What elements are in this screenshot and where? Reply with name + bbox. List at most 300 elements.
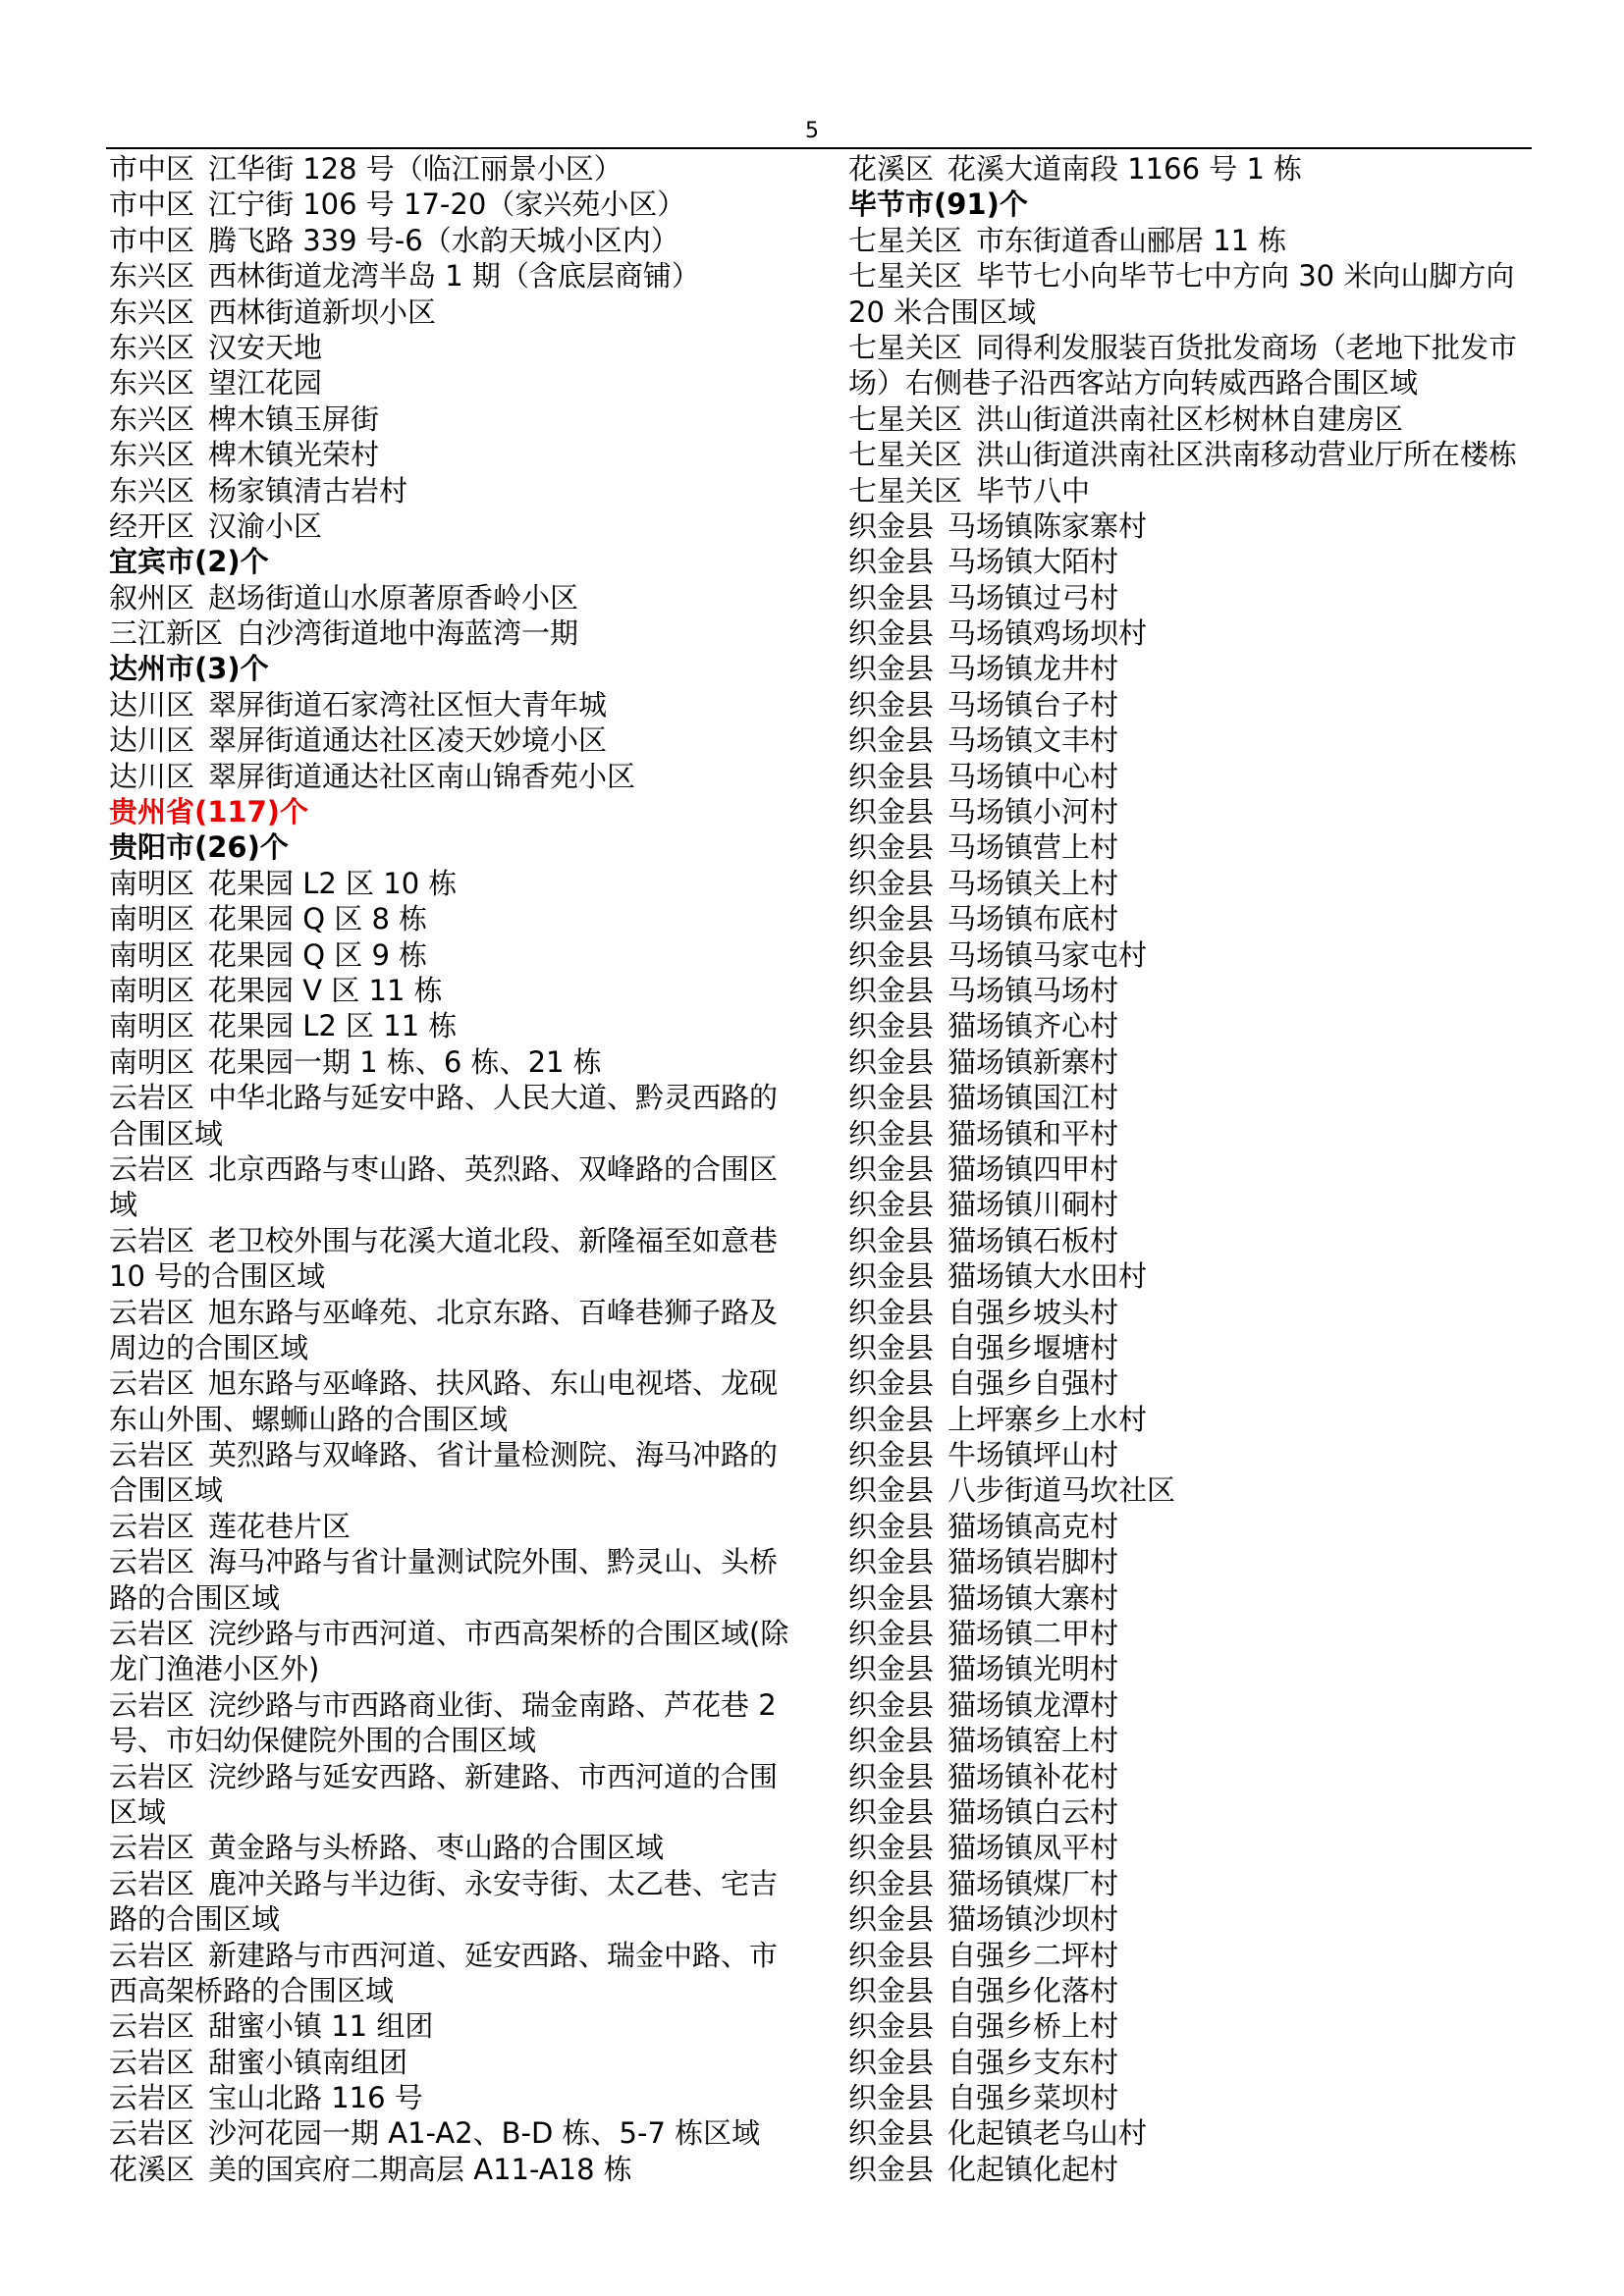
list-item (848, 1830, 1536, 1865)
list-item (848, 1616, 1536, 1651)
district-name: 南明区 (109, 973, 195, 1007)
list-item (848, 1472, 1536, 1508)
list-item (848, 508, 1536, 544)
location-text: 马场镇陈家寨村 (947, 508, 1148, 543)
list-item (109, 2080, 796, 2115)
district-name: 南明区 (109, 1044, 195, 1079)
district-name: 云岩区 (109, 1438, 195, 1472)
location-text: 猫场镇四甲村 (947, 1151, 1119, 1186)
location-text: 20 米合围区域 (848, 294, 1037, 329)
list-item (848, 866, 1536, 901)
list-item (109, 1151, 796, 1187)
location-text: 北京西路与枣山路、英烈路、双峰路的合围区 (208, 1151, 779, 1186)
list-item (848, 1759, 1536, 1794)
district-name: 织金县 (848, 1831, 935, 1865)
district-name: 达川区 (109, 687, 195, 721)
district-name: 云岩区 (109, 1295, 195, 1329)
location-text: 马场镇中心村 (947, 759, 1119, 793)
location-text: 自强乡化落村 (947, 1973, 1119, 2007)
location-text: 翠屏街道通达社区南山锦香苑小区 (208, 759, 636, 793)
district-name: 云岩区 (109, 1831, 195, 1865)
district-name: 织金县 (848, 1044, 935, 1079)
list-item (848, 973, 1536, 1008)
list-item (848, 2080, 1536, 2115)
location-text: 场）右侧巷子沿西客站方向转威西路合围区域 (848, 366, 1419, 400)
list-item (109, 901, 796, 936)
location-text: 化起镇老乌山村 (947, 2116, 1148, 2151)
district-name: 织金县 (848, 1009, 935, 1043)
location-text: 路的合围区域 (109, 1580, 281, 1615)
list-item (848, 1151, 1536, 1187)
district-name: 织金县 (848, 1652, 935, 1686)
list-item (109, 508, 796, 544)
location-text: 域 (109, 1188, 138, 1222)
list-item (109, 1544, 796, 1579)
location-text: 翠屏街道石家湾社区恒大青年城 (208, 687, 608, 721)
district-name: 经开区 (109, 508, 195, 543)
district-name: 七星关区 (848, 401, 963, 436)
district-name: 花溪区 (109, 2152, 195, 2186)
location-text: 甜蜜小镇 11 组团 (208, 2009, 434, 2044)
district-name: 市中区 (109, 152, 195, 186)
city-heading: 宜宾市(2)个 (109, 545, 269, 579)
list-item (848, 1402, 1536, 1437)
district-name: 云岩区 (109, 1687, 195, 1722)
list-item (848, 1116, 1536, 1151)
location-text: 马场镇关上村 (947, 866, 1119, 900)
location-text: 龙门渔港小区外) (109, 1652, 320, 1686)
location-text: 花果园一期 1 栋、6 栋、21 栋 (208, 1044, 602, 1079)
district-name: 云岩区 (109, 2009, 195, 2044)
district-name: 织金县 (848, 580, 935, 614)
list-item (848, 2152, 1536, 2187)
list-item (109, 2008, 796, 2044)
list-item (848, 1044, 1536, 1080)
location-text: 莲花巷片区 (208, 1509, 352, 1543)
district-name: 织金县 (848, 2045, 935, 2079)
list-item (109, 1365, 796, 1401)
location-text: 马场镇文丰村 (947, 723, 1119, 758)
list-item-continuation (848, 294, 1536, 330)
list-item (109, 1044, 796, 1080)
list-item-continuation (109, 1580, 796, 1616)
list-item (109, 2152, 796, 2187)
district-name: 织金县 (848, 2009, 935, 2044)
location-text: 老卫校外围与花溪大道北段、新隆福至如意巷 (208, 1223, 779, 1257)
district-name: 织金县 (848, 1081, 935, 1115)
list-item-continuation (109, 1402, 796, 1437)
location-text: 马场镇龙井村 (947, 652, 1119, 686)
list-item-continuation (109, 1472, 796, 1508)
list-item (109, 1008, 796, 1043)
list-item (848, 1938, 1536, 1973)
location-text: 猫场镇齐心村 (947, 1009, 1119, 1043)
city-heading: 贵阳市(26)个 (109, 830, 289, 865)
location-text: 马场镇过弓村 (947, 580, 1119, 614)
location-text: 花果园 Q 区 9 栋 (208, 937, 428, 972)
location-text: 马场镇营上村 (947, 830, 1119, 865)
location-text: 白沙湾街道地中海蓝湾一期 (237, 616, 579, 651)
list-item (848, 651, 1536, 686)
list-item (848, 223, 1536, 258)
list-item (109, 759, 796, 794)
list-item-continuation (848, 365, 1536, 400)
district-name: 东兴区 (109, 438, 195, 472)
right-column (848, 151, 1536, 2187)
list-item (109, 580, 796, 615)
location-text: 自强乡菜坝村 (947, 2081, 1119, 2115)
location-text: 猫场镇大寨村 (947, 1580, 1119, 1615)
list-item (848, 1295, 1536, 1330)
list-item (848, 1258, 1536, 1294)
district-name: 织金县 (848, 866, 935, 900)
district-name: 织金县 (848, 1866, 935, 1900)
list-item (848, 1544, 1536, 1579)
list-item (109, 1080, 796, 1115)
list-item (109, 330, 796, 365)
location-text: 宝山北路 116 号 (208, 2081, 423, 2115)
location-text: 猫场镇补花村 (947, 1759, 1119, 1793)
location-text: 猫场镇新寨村 (947, 1044, 1119, 1079)
district-name: 织金县 (848, 1151, 935, 1186)
list-item (848, 1866, 1536, 1901)
district-name: 市中区 (109, 187, 195, 222)
district-name: 云岩区 (109, 1366, 195, 1401)
district-name: 织金县 (848, 1330, 935, 1364)
list-item (848, 1509, 1536, 1544)
district-name: 云岩区 (109, 1151, 195, 1186)
district-name: 南明区 (109, 1009, 195, 1043)
location-text: 黄金路与头桥路、枣山路的合围区域 (208, 1831, 665, 1865)
list-item (109, 1295, 796, 1330)
district-name: 达川区 (109, 723, 195, 758)
list-item (109, 937, 796, 973)
district-name: 织金县 (848, 1438, 935, 1472)
list-item (848, 1437, 1536, 1472)
header-divider (106, 147, 1532, 149)
list-item-continuation (109, 1330, 796, 1365)
location-text: 牛场镇坪山村 (947, 1438, 1119, 1472)
location-text: 号、市妇幼保健院外围的合围区域 (109, 1724, 537, 1758)
district-name: 织金县 (848, 1580, 935, 1615)
district-name: 织金县 (848, 1259, 935, 1294)
location-text: 英烈路与双峰路、省计量检测院、海马冲路的 (208, 1438, 779, 1472)
province-heading: 贵州省(117)个 (109, 795, 309, 829)
city-heading: 达州市(3)个 (109, 652, 269, 686)
location-text: 旭东路与巫峰路、扶风路、东山电视塔、龙砚 (208, 1366, 779, 1401)
district-name: 织金县 (848, 1223, 935, 1257)
list-item-continuation (109, 1187, 796, 1222)
list-item (109, 1759, 796, 1794)
district-name: 织金县 (848, 759, 935, 793)
list-item (109, 2115, 796, 2151)
district-name: 云岩区 (109, 2081, 195, 2115)
district-name: 三江新区 (109, 616, 224, 651)
list-item (109, 151, 796, 187)
district-name: 云岩区 (109, 2116, 195, 2151)
list-item (848, 1330, 1536, 1365)
location-text: 马场镇鸡场坝村 (947, 616, 1148, 651)
location-text: 马场镇小河村 (947, 795, 1119, 829)
district-name: 织金县 (848, 2081, 935, 2115)
list-item (109, 615, 796, 651)
location-text: 毕节七小向毕节七中方向 30 米向山脚方向 (976, 259, 1515, 294)
list-item-continuation (109, 1723, 796, 1758)
district-name: 织金县 (848, 2152, 935, 2186)
list-item (109, 1866, 796, 1901)
location-text: 东山外围、螺蛳山路的合围区域 (109, 1402, 509, 1436)
district-name: 织金县 (848, 1794, 935, 1829)
district-name: 织金县 (848, 508, 935, 543)
list-item (848, 2008, 1536, 2044)
district-name: 织金县 (848, 687, 935, 721)
district-name: 织金县 (848, 1188, 935, 1222)
district-name: 东兴区 (109, 401, 195, 436)
district-name: 七星关区 (848, 223, 963, 257)
location-text: 马场镇大陌村 (947, 545, 1119, 579)
location-text: 沙河花园一期 A1-A2、B-D 栋、5-7 栋区域 (208, 2116, 761, 2151)
location-text: 马场镇台子村 (947, 687, 1119, 721)
city-heading: 毕节市(91)个 (848, 187, 1028, 222)
district-name: 织金县 (848, 545, 935, 579)
district-name: 南明区 (109, 902, 195, 936)
district-name: 东兴区 (109, 259, 195, 294)
list-item-continuation (109, 1116, 796, 1151)
list-item (848, 1008, 1536, 1043)
list-item-continuation (109, 1651, 796, 1686)
list-item (848, 615, 1536, 651)
location-text: 杨家镇清古岩村 (208, 473, 408, 507)
list-item (848, 901, 1536, 936)
location-text: 市东街道香山郦居 11 栋 (976, 223, 1287, 257)
list-item (109, 1223, 796, 1258)
location-text: 猫场镇龙潭村 (947, 1687, 1119, 1722)
location-text: 翠屏街道通达社区凌天妙境小区 (208, 723, 608, 758)
location-text: 自强乡堰塘村 (947, 1330, 1119, 1364)
location-text: 合围区域 (109, 1473, 224, 1508)
district-name: 南明区 (109, 937, 195, 972)
district-name: 织金县 (848, 1973, 935, 2007)
district-name: 织金县 (848, 795, 935, 829)
district-name: 织金县 (848, 616, 935, 651)
location-text: 花果园 V 区 11 栋 (208, 973, 443, 1007)
list-item (109, 401, 796, 437)
list-item (848, 937, 1536, 973)
list-item (109, 1938, 796, 1973)
district-name: 云岩区 (109, 1545, 195, 1579)
location-text: 猫场镇和平村 (947, 1116, 1119, 1150)
location-text: 椑木镇玉屏街 (208, 401, 380, 436)
list-item (848, 1365, 1536, 1401)
list-item (848, 794, 1536, 829)
page-number: 5 (805, 119, 819, 143)
location-text: 猫场镇川硐村 (947, 1188, 1119, 1222)
list-item (848, 1794, 1536, 1830)
location-text: 同得利发服装百货批发商场（老地下批发市 (976, 330, 1518, 364)
location-text: 自强乡坡头村 (947, 1295, 1119, 1329)
district-name: 云岩区 (109, 1617, 195, 1651)
district-name: 织金县 (848, 1116, 935, 1150)
list-item (848, 2115, 1536, 2151)
location-text: 周边的合围区域 (109, 1330, 309, 1364)
location-text: 中华北路与延安中路、人民大道、黔灵西路的 (208, 1081, 779, 1115)
list-item (848, 1687, 1536, 1723)
district-name: 云岩区 (109, 1938, 195, 1972)
location-text: 浣纱路与市西河道、市西高架桥的合围区域(除 (208, 1617, 789, 1651)
location-text: 鹿冲关路与半边街、永安寺街、太乙巷、宅吉 (208, 1866, 779, 1900)
list-item (848, 258, 1536, 294)
location-text: 洪山街道洪南社区洪南移动营业厅所在楼栋 (976, 438, 1518, 472)
district-name: 织金县 (848, 723, 935, 758)
district-name: 云岩区 (109, 1759, 195, 1793)
location-text: 猫场镇二甲村 (947, 1617, 1119, 1651)
location-text: 上坪寨乡上水村 (947, 1402, 1148, 1436)
location-text: 旭东路与巫峰苑、北京东路、百峰巷狮子路及 (208, 1295, 779, 1329)
location-text: 望江花园 (208, 366, 323, 400)
list-item (848, 2045, 1536, 2080)
district-name: 织金县 (848, 1402, 935, 1436)
district-name: 织金县 (848, 1473, 935, 1508)
district-name: 东兴区 (109, 473, 195, 507)
list-item (848, 437, 1536, 472)
location-text: 椑木镇光荣村 (208, 438, 380, 472)
location-text: 新建路与市西河道、延安西路、瑞金中路、市 (208, 1938, 779, 1972)
location-text: 江华街 128 号（临江丽景小区） (208, 152, 623, 186)
location-text: 猫场镇光明村 (947, 1652, 1119, 1686)
district-name: 织金县 (848, 2116, 935, 2151)
district-name: 织金县 (848, 937, 935, 972)
list-item (109, 1687, 796, 1723)
location-text: 自强乡桥上村 (947, 2009, 1119, 2044)
location-text: 八步街道马坎社区 (947, 1473, 1176, 1508)
location-text: 洪山街道洪南社区杉树林自建房区 (976, 401, 1404, 436)
district-name: 织金县 (848, 830, 935, 865)
location-text: 猫场镇石板村 (947, 1223, 1119, 1257)
list-item (109, 437, 796, 472)
location-text: 马场镇布底村 (947, 902, 1119, 936)
district-name: 织金县 (848, 1724, 935, 1758)
district-name: 织金县 (848, 902, 935, 936)
list-item (848, 1080, 1536, 1115)
list-item (848, 330, 1536, 365)
district-name: 织金县 (848, 1295, 935, 1329)
district-name: 叙州区 (109, 580, 195, 614)
list-item (848, 1223, 1536, 1258)
list-item (848, 544, 1536, 579)
location-text: 合围区域 (109, 1116, 224, 1150)
list-item (109, 973, 796, 1008)
location-text: 西高架桥路的合围区域 (109, 1973, 395, 2007)
location-text: 自强乡二坪村 (947, 1938, 1119, 1972)
location-text: 腾飞路 339 号-6（水韵天城小区内） (208, 223, 679, 257)
list-item (848, 580, 1536, 615)
location-text: 浣纱路与延安西路、新建路、市西河道的合围 (208, 1759, 779, 1793)
list-item (109, 223, 796, 258)
list-item (109, 1616, 796, 1651)
location-text: 花溪大道南段 1166 号 1 栋 (947, 152, 1303, 186)
list-item (848, 759, 1536, 794)
list-item (109, 1437, 796, 1472)
location-text: 花果园 Q 区 8 栋 (208, 902, 428, 936)
location-text: 猫场镇窑上村 (947, 1724, 1119, 1758)
list-item (848, 1973, 1536, 2008)
location-text: 猫场镇高克村 (947, 1509, 1119, 1543)
list-item (848, 1187, 1536, 1222)
location-text: 赵场街道山水原著原香岭小区 (208, 580, 579, 614)
location-text: 猫场镇岩脚村 (947, 1545, 1119, 1579)
district-name: 织金县 (848, 973, 935, 1007)
list-item (109, 294, 796, 330)
district-name: 云岩区 (109, 1081, 195, 1115)
district-name: 七星关区 (848, 473, 963, 507)
left-column (109, 151, 796, 2187)
list-item (848, 1901, 1536, 1937)
location-text: 猫场镇煤厂村 (947, 1866, 1119, 1900)
location-text: 猫场镇国江村 (947, 1081, 1119, 1115)
list-item (848, 473, 1536, 508)
district-name: 东兴区 (109, 294, 195, 329)
district-name: 云岩区 (109, 2045, 195, 2079)
list-item-continuation (109, 1973, 796, 2008)
location-text: 西林街道龙湾半岛 1 期（含底层商铺） (208, 259, 700, 294)
district-name: 织金县 (848, 1759, 935, 1793)
list-item (848, 1580, 1536, 1616)
district-name: 织金县 (848, 1902, 935, 1937)
location-text: 毕节八中 (976, 473, 1091, 507)
location-text: 江宁街 106 号 17-20（家兴苑小区） (208, 187, 686, 222)
list-item (109, 687, 796, 722)
district-name: 织金县 (848, 1687, 935, 1722)
location-text: 海马冲路与省计量测试院外围、黔灵山、头桥 (208, 1545, 779, 1579)
location-text: 猫场镇凤平村 (947, 1831, 1119, 1865)
district-name: 织金县 (848, 1545, 935, 1579)
district-name: 织金县 (848, 1509, 935, 1543)
list-item (109, 722, 796, 758)
list-item-continuation (109, 1258, 796, 1294)
district-name: 七星关区 (848, 330, 963, 364)
list-item (848, 687, 1536, 722)
location-text: 西林街道新坝小区 (208, 294, 437, 329)
district-name: 织金县 (848, 1617, 935, 1651)
location-text: 自强乡支东村 (947, 2045, 1119, 2079)
location-text: 化起镇化起村 (947, 2152, 1119, 2186)
list-item-continuation (109, 1794, 796, 1830)
district-name: 织金县 (848, 1366, 935, 1401)
location-text: 10 号的合围区域 (109, 1259, 326, 1294)
list-item (848, 401, 1536, 437)
district-name: 云岩区 (109, 1866, 195, 1900)
list-item-continuation (109, 1901, 796, 1937)
location-text: 甜蜜小镇南组团 (208, 2045, 408, 2079)
location-text: 汉渝小区 (208, 508, 323, 543)
location-text: 猫场镇白云村 (947, 1794, 1119, 1829)
district-name: 东兴区 (109, 366, 195, 400)
location-text: 区域 (109, 1794, 167, 1829)
list-item (109, 187, 796, 222)
location-text: 花果园 L2 区 11 栋 (208, 1009, 458, 1043)
list-item (848, 829, 1536, 865)
location-text: 猫场镇沙坝村 (947, 1902, 1119, 1937)
district-name: 七星关区 (848, 259, 963, 294)
location-text: 花果园 L2 区 10 栋 (208, 866, 458, 900)
list-item (109, 866, 796, 901)
list-item (109, 473, 796, 508)
location-text: 浣纱路与市西路商业街、瑞金南路、芦花巷 2 (208, 1687, 777, 1722)
location-text: 马场镇马场村 (947, 973, 1119, 1007)
list-item (109, 258, 796, 294)
list-item (109, 1830, 796, 1865)
list-item (848, 722, 1536, 758)
